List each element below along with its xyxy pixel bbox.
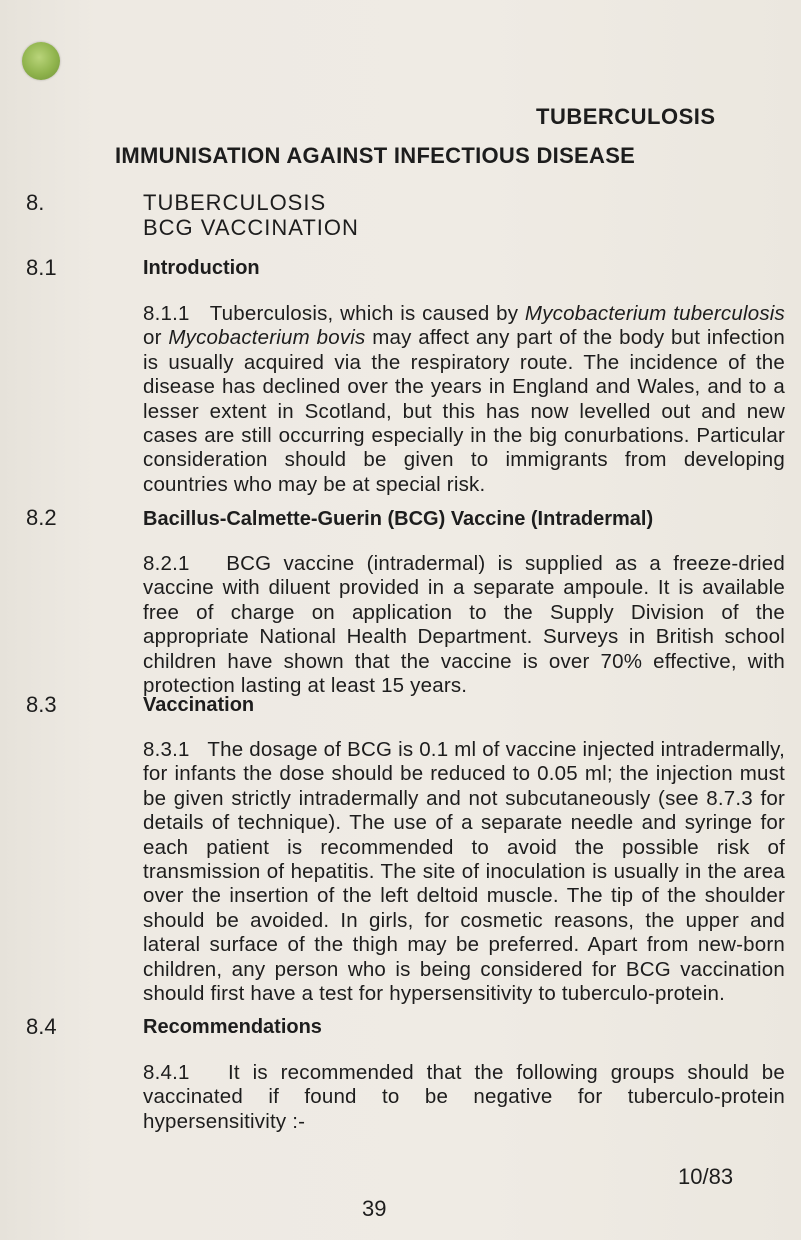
paragraph-text: BCG vaccine (intradermal) is supplied as a freeze-dried vaccine with diluent provided in a separate ampoule. It is available free of charge on application to the Supply Division of the appropriate National Health Department. Surveys in British school children have shown that the vaccine is over 70% effective, with protection lasting at least 15 years.: [143, 552, 786, 698]
subsection-number-8-3: 8.3: [26, 692, 57, 717]
subsection-heading-vaccination: Vaccination: [143, 694, 255, 716]
paragraph-text: It is recommended that the following groups should be vaccinated if found to be negative for tuberculo-protein hypersensitivity :-: [143, 1061, 786, 1133]
paragraph-label: 8.2.1: [143, 552, 190, 575]
paragraph-label: 8.1.1: [143, 302, 190, 325]
paragraph-8-1-1: [143, 302, 785, 497]
document-reference: 10/83: [678, 1164, 734, 1189]
section-title: TUBERCULOSIS: [143, 190, 327, 215]
paragraph-text: or: [143, 326, 169, 350]
paragraph-8-2-1: [143, 552, 785, 698]
paragraph-8-4-1: [143, 1061, 785, 1134]
paragraph-text: The dosage of BCG is 0.1 ml of vaccine injected intradermally, for infants the dose should be reduced to 0.05 ml; the injection must be given strictly intradermally and not subcutaneously (see 8.7.3 for details of technique). The use of a separate needle and syringe for each patient is recommended to avoid the possible risk of transmission of hepatitis. The site of inoculation is usually in the area over the insertion of the left deltoid muscle. The tip of the shoulder should be avoided. In girls, for cosmetic reasons, the upper and lateral surface of the thigh may be preferred. Apart from new-born children, any person who is being considered for BCG vaccination should first have a test for hypersensitivity to tuberculo-protein.: [143, 738, 786, 1006]
subsection-heading-bcg-vaccine: Bacillus-Calmette-Guerin (BCG) Vaccine (Intradermal): [143, 508, 654, 530]
running-head: TUBERCULOSIS: [536, 104, 716, 129]
page-number: 39: [362, 1196, 387, 1221]
subsection-heading-introduction: Introduction: [143, 257, 260, 279]
section-number: 8.: [26, 190, 45, 215]
subsection-number-8-4: 8.4: [26, 1014, 57, 1039]
binder-hole: [22, 42, 60, 80]
paragraph-label: 8.4.1: [143, 1061, 190, 1084]
paragraph-italic-term: Mycobacterium bovis: [168, 326, 366, 350]
paragraph-text: Tuberculosis, which is caused by: [209, 302, 525, 325]
paragraph-8-3-1: [143, 738, 785, 1006]
section-subtitle: BCG VACCINATION: [143, 215, 359, 240]
paragraph-label: 8.3.1: [143, 738, 190, 761]
chapter-heading: IMMUNISATION AGAINST INFECTIOUS DISEASE: [115, 143, 636, 168]
subsection-number-8-2: 8.2: [26, 505, 57, 530]
subsection-heading-recommendations: Recommendations: [143, 1016, 322, 1038]
subsection-number-8-1: 8.1: [26, 255, 57, 280]
paragraph-text: may affect any part of the body but infection is usually acquired via the respiratory route. The incidence of the disease has declined over the years in England and Wales, and to a lesser extent in Scotland, but this has now levelled out and new cases are still occurring especially in the big conurbations. Particular consideration should be given to immigrants from developing countries who may be at special risk.: [143, 326, 786, 496]
paragraph-italic-term: Mycobacterium tuberculosis: [524, 302, 785, 325]
